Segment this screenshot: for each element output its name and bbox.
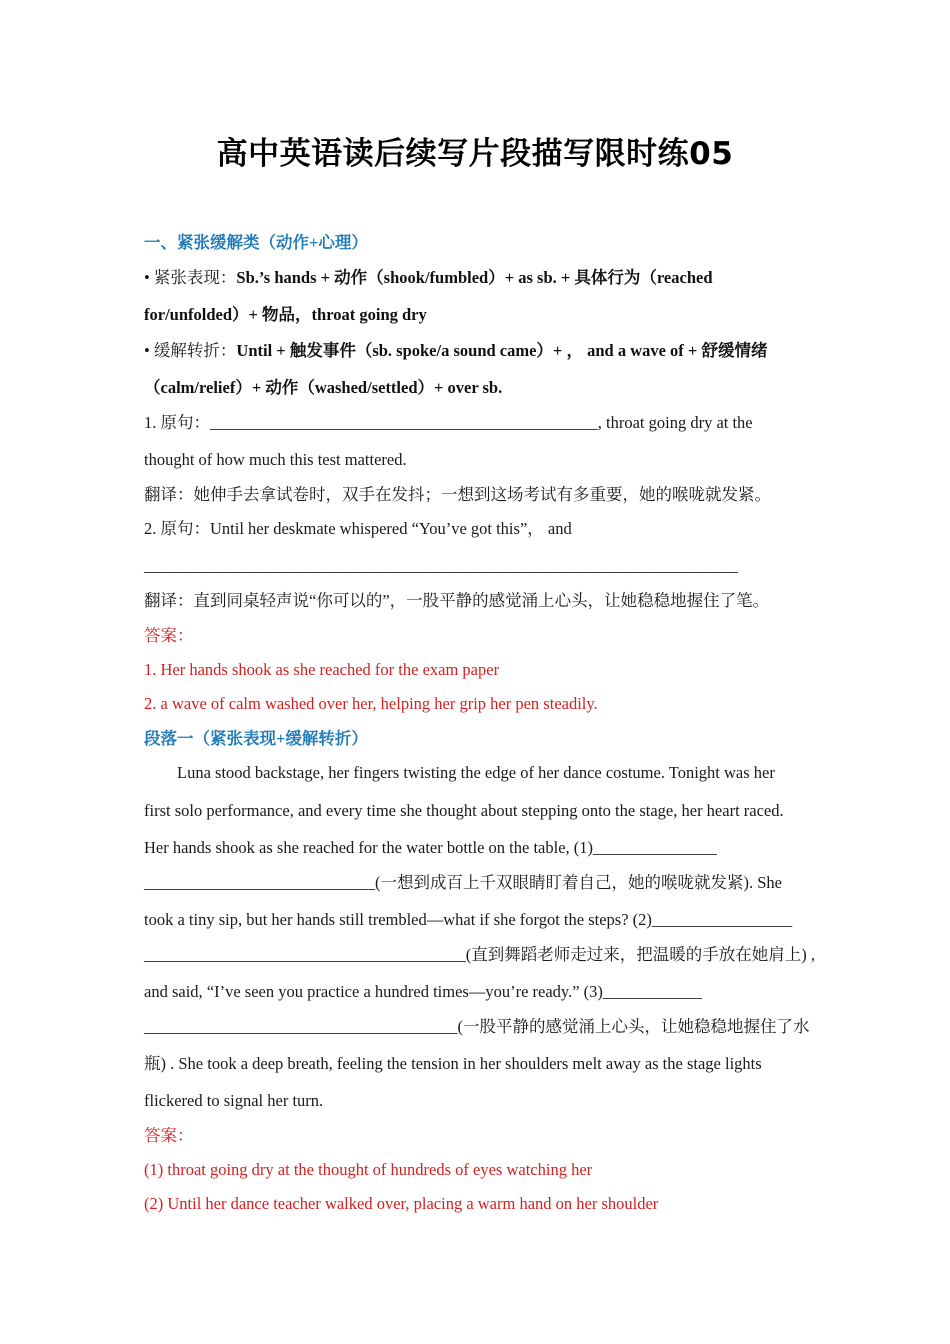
paragraph-line: and said, “I’ve seen you practice a hundred times—you’re ready.” (3)____________ <box>144 982 702 1001</box>
relief-formula: Until + 触发事件（sb. spoke/a sound came）+ ， and a wave of + 舒缓情绪 <box>236 341 768 360</box>
tension-formula-line-2 <box>144 304 427 326</box>
paragraph-line: ______________________________________(一股平静的感觉涌上心头，让她稳稳地握住了水 <box>144 1017 810 1036</box>
tension-formula-cont: for/unfolded）+ 物品，throat going dry <box>144 305 427 324</box>
answer-label: 答案： <box>144 626 194 645</box>
paragraph-answer-1: (1) throat going dry at the thought of hundreds of eyes watching her <box>144 1160 593 1179</box>
paragraph-line: ____________________________(一想到成百上千双眼睛盯着自己，她的喉咙就发紧). She <box>144 873 782 892</box>
relief-formula-cont: （calm/relief）+ 动作（washed/settled）+ over sb. <box>144 378 503 397</box>
paragraph-line: took a tiny sip, but her hands still trembled—what if she forgot the steps? (2)_________________ <box>144 910 793 929</box>
section-heading: 一、紧张缓解类（动作+心理） <box>144 233 368 252</box>
paragraph-line: 瓶) . She took a deep breath, feeling the tension in her shoulders melt away as the stage lights <box>144 1054 762 1073</box>
relief-formula-line-2 <box>144 377 502 399</box>
paragraph-heading: 段落一（紧张表现+缓解转折） <box>144 729 368 748</box>
relief-formula-line <box>144 340 767 362</box>
relief-label: • 缓解转折： <box>144 341 237 360</box>
page-title: 高中英语读后续写片段描写限时练05 <box>216 136 734 172</box>
answer-1: 1. Her hands shook as she reached for the exam paper <box>144 660 500 679</box>
question-2-blank: ________________________________________________________________________ <box>144 556 738 575</box>
question-2: 2. 原句：Until her deskmate whispered “You’ve got this”， and <box>144 519 572 538</box>
tension-formula: Sb.’s hands + 动作（shook/fumbled）+ as sb. + 具体行为（reached <box>236 268 713 287</box>
tension-formula-line <box>144 267 713 289</box>
paragraph-line: Her hands shook as she reached for the water bottle on the table, (1)_______________ <box>144 838 717 857</box>
question-1-cont: thought of how much this test mattered. <box>144 450 407 469</box>
question-2-translation: 翻译：直到同桌轻声说“你可以的”，一股平静的感觉涌上心头，让她稳稳地握住了笔。 <box>144 591 770 610</box>
paragraph-answer-label: 答案： <box>144 1126 194 1145</box>
answer-2: 2. a wave of calm washed over her, helping her grip her pen steadily. <box>144 694 598 713</box>
paragraph-line: flickered to signal her turn. <box>144 1091 324 1110</box>
paragraph-line: first solo performance, and every time she thought about stepping onto the stage, her heart raced. <box>144 801 784 820</box>
paragraph-line: _______________________________________(直到舞蹈老师走过来，把温暖的手放在她肩上) , <box>144 945 815 964</box>
tension-label: • 紧张表现： <box>144 268 237 287</box>
question-1: 1. 原句：_______________________________________________, throat going dry at the <box>144 413 753 432</box>
paragraph-line: Luna stood backstage, her fingers twisting the edge of her dance costume. Tonight was her <box>177 763 775 782</box>
question-1-translation: 翻译：她伸手去拿试卷时，双手在发抖；一想到这场考试有多重要，她的喉咙就发紧。 <box>144 485 771 504</box>
paragraph-answer-2: (2) Until her dance teacher walked over, placing a warm hand on her shoulder <box>144 1194 659 1213</box>
